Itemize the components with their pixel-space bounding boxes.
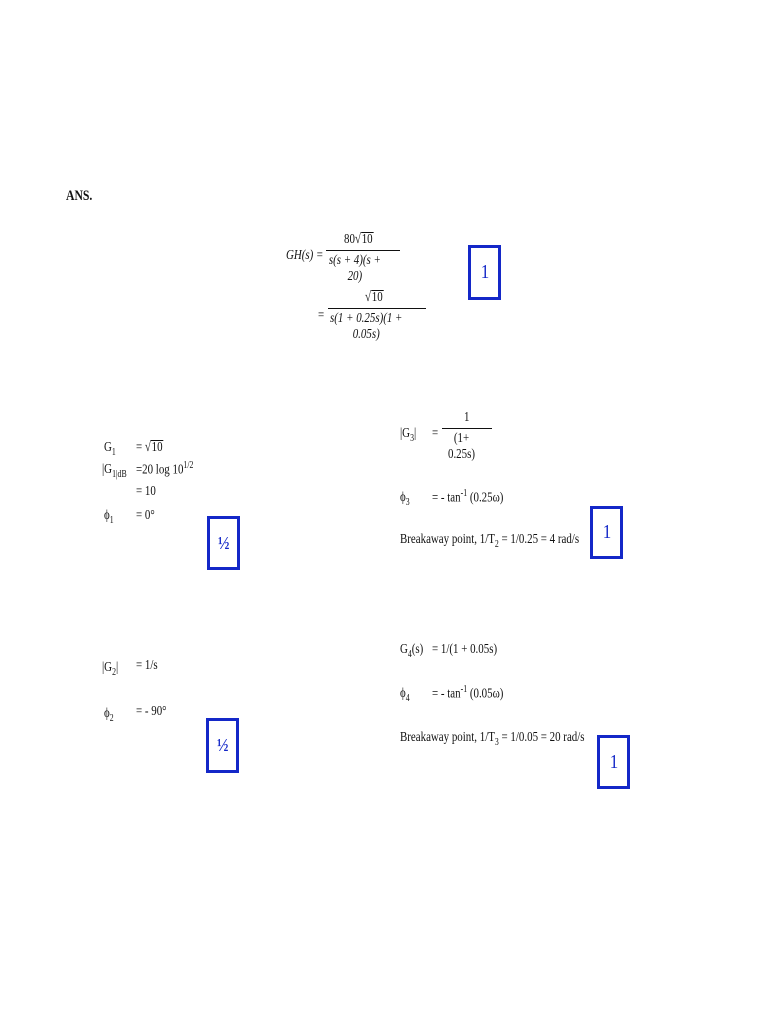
mark-box-g1: ½ [207, 516, 240, 570]
g1-value: = √10 [136, 440, 163, 455]
g3-denominator: (1+ 0.25s) [447, 431, 476, 462]
g2-mag-label: $|G_2|$ [102, 660, 119, 678]
g2-mag-value: = 1/s [136, 658, 158, 673]
g2-phase-label: $\phi_2$ [104, 706, 114, 724]
g4-label: $G_4(s)$ [400, 642, 424, 660]
mark-box-g2: ½ [206, 718, 239, 773]
g4-breakaway-point: Breakaway point, $1/T_3 = 1/0.05 = 20$ rad/s [400, 730, 585, 748]
g1-db-value: =20 $\log 10^{1/2}$ [136, 460, 194, 478]
g3-eq: = [432, 426, 439, 441]
g3-numerator: 1 [463, 410, 469, 425]
g4-phase-label: $\phi_4$ [400, 686, 410, 704]
g1-phase-value: = 0° [136, 508, 155, 523]
gh-lhs: GH(s) = [286, 248, 324, 263]
answer-label: ANS. [66, 188, 93, 204]
gh-numerator-1: 80√10 [344, 232, 373, 247]
gh-denominator-1: s(s + 4)(s + 20) [328, 253, 381, 284]
gh-denominator-2: s(1 + 0.25s)(1 + 0.05s) [330, 311, 403, 342]
g3-mag-label: $|G_3|$ [400, 426, 417, 444]
gh-fraction-2 [328, 290, 426, 343]
g1-db-result: = 10 [136, 484, 156, 499]
g1-name: $G_1$ [104, 440, 116, 458]
mark-box-gh: 1 [468, 245, 501, 300]
g1-db-label: $|G_{1|dB}$ [102, 462, 127, 480]
g3-phase-value: = - $\tan^{-1} (0.25\omega)$ [432, 488, 504, 506]
g4-value: = 1/(1 + 0.05s) [432, 642, 498, 657]
mark-box-g4: 1 [597, 735, 630, 789]
g3-breakaway-point: Breakaway point, $1/T_2 = 1/0.25 = 4$ rad/s [400, 532, 580, 550]
g1-phase-label: $\phi_1$ [104, 508, 114, 526]
g3-phase-label: $\phi_3$ [400, 490, 410, 508]
mark-box-g3: 1 [590, 506, 623, 559]
gh-numerator-2: √10 [365, 290, 383, 305]
gh-eq2: = [318, 308, 325, 323]
g2-phase-value: = - 90° [136, 704, 167, 719]
g4-phase-value: = - $\tan^{-1} (0.05\omega)$ [432, 684, 504, 702]
gh-fraction-1 [326, 232, 400, 285]
g3-fraction [442, 410, 492, 463]
